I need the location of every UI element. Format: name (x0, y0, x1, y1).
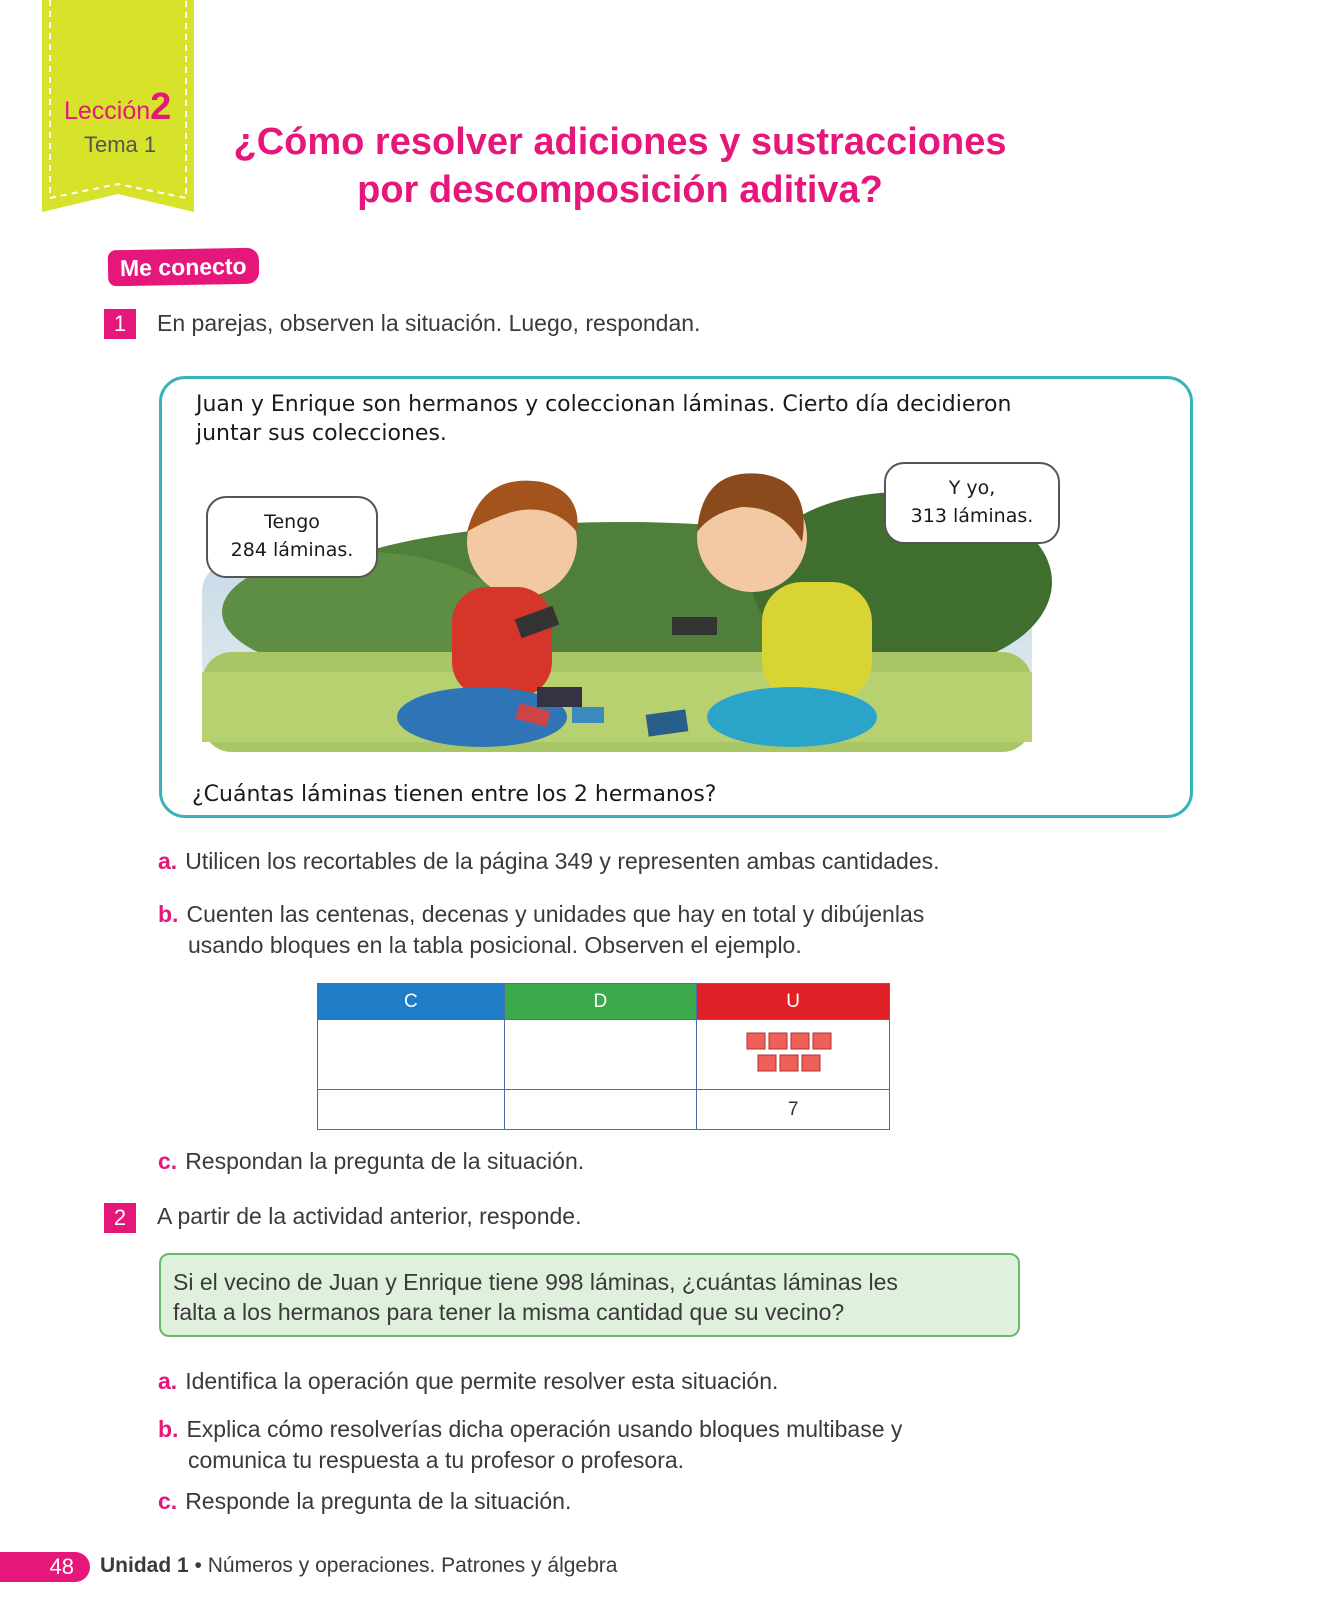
lesson-label: Lección2 (64, 86, 172, 128)
blocks-cell-u (697, 1020, 890, 1090)
header-decenas: D (504, 984, 697, 1020)
value-cell-u: 7 (697, 1090, 890, 1130)
activity-2-item-a: a. Identifica la operación que permite resolver esta situación. (158, 1368, 779, 1394)
lesson-number: 2 (150, 86, 172, 128)
activity-2-item-b: b. Explica cómo resolverías dicha operación usando bloques multibase y comunica tu respuesta a tu profesor o profesora. (158, 1416, 903, 1473)
situation-question: ¿Cuántas láminas tienen entre los 2 hermanos? (192, 782, 717, 807)
page-title: ¿Cómo resolver adiciones y sustracciones por descomposición aditiva? (233, 121, 1007, 211)
place-value-table (317, 983, 890, 1130)
topic-label: Tema 1 (84, 132, 157, 157)
header-unidades: U (697, 984, 890, 1020)
activity-2-instruction: A partir de la actividad anterior, responde. (157, 1203, 582, 1229)
activity-1-item-a: a. Utilicen los recortables de la página 349 y representen ambas cantidades. (158, 848, 940, 874)
header-centenas: C (318, 984, 505, 1020)
blocks-cell-d (504, 1020, 697, 1090)
activity-1-instruction: En parejas, observen la situación. Luego, respondan. (157, 310, 701, 336)
speech-bubble-juan: Tengo 284 láminas. (206, 496, 378, 578)
value-cell-c (318, 1090, 505, 1130)
activity-1-badge: 1 (104, 309, 136, 339)
value-cell-d (504, 1090, 697, 1130)
problem-box: Si el vecino de Juan y Enrique tiene 998 láminas, ¿cuántas láminas les falta a los hermanos para tener la misma cantidad que su vecino? (159, 1253, 1020, 1337)
activity-1-item-b: b. Cuenten las centenas, decenas y unidades que hay en total y dibújenlas usando bloques en la tabla posicional. Observen el ejemplo. (158, 901, 925, 958)
page-number: 48 (0, 1552, 90, 1582)
activity-2-item-c: c. Responde la pregunta de la situación. (158, 1488, 572, 1514)
section-tag: Me conecto (108, 248, 259, 287)
lesson-ribbon (42, 0, 194, 212)
unit-cubes-icon (743, 1029, 843, 1075)
footer-unit: Unidad 1 • Números y operaciones. Patrones y álgebra (100, 1554, 618, 1577)
blocks-cell-c (318, 1020, 505, 1090)
situation-intro: Juan y Enrique son hermanos y coleccionan láminas. Cierto día decidieron juntar sus colecciones. (196, 392, 1012, 446)
activity-2-badge: 2 (104, 1203, 136, 1233)
activity-1-item-c: c. Respondan la pregunta de la situación. (158, 1148, 585, 1174)
speech-bubble-enrique: Y yo, 313 láminas. (884, 462, 1060, 544)
